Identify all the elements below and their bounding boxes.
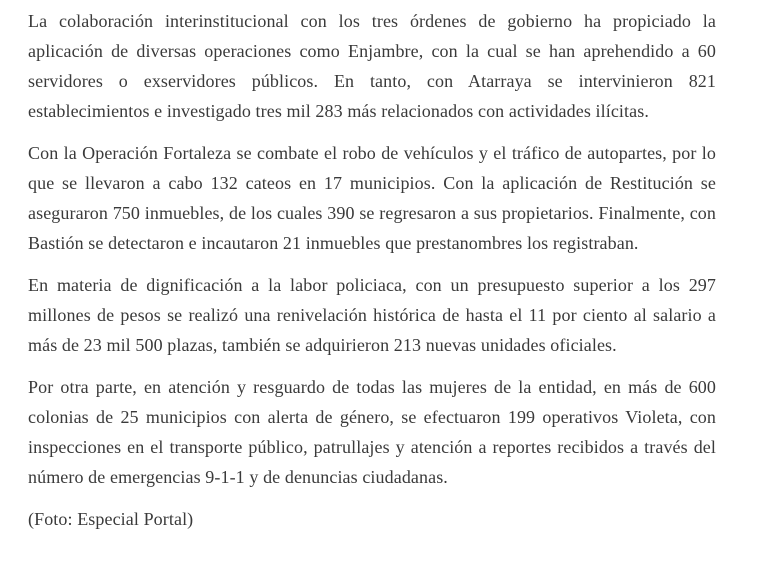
article-paragraph-1: La colaboración interinstitucional con los tres órdenes de gobierno ha propiciado la aplicación de diversas operaciones como Enjambre, con la cual se han aprehendido a 60 servidores o exservidores públicos. En tanto, con Atarraya se intervinieron 821 establecimientos e investigado tres mil 283 más relacionados con actividades ilícitas. [28,11,716,121]
article-paragraph-3: En materia de dignificación a la labor policiaca, con un presupuesto superior a los 297 millones de pesos se realizó una renivelación histórica de hasta el 11 por ciento al salario a más de 23 mil 500 plazas, también se adquirieron 213 nuevas unidades oficiales. [28,275,716,355]
photo-credit: (Foto: Especial Portal) [28,509,194,529]
article-body [28,6,716,546]
article-paragraph-2: Con la Operación Fortaleza se combate el robo de vehículos y el tráfico de autopartes, por lo que se llevaron a cabo 132 cateos en 17 municipios. Con la aplicación de Restitución se aseguraron 750 inmuebles, de los cuales 390 se regresaron a sus propietarios. Finalmente, con Bastión se detectaron e incautaron 21 inmuebles que prestanombres los registraban. [28,143,716,253]
article-paragraph-4: Por otra parte, en atención y resguardo de todas las mujeres de la entidad, en más de 600 colonias de 25 municipios con alerta de género, se efectuaron 199 operativos Violeta, con inspecciones en el transporte público, patrullajes y atención a reportes recibidos a través del número de emergencias 9-1-1 y de denuncias ciudadanas. [28,377,716,487]
